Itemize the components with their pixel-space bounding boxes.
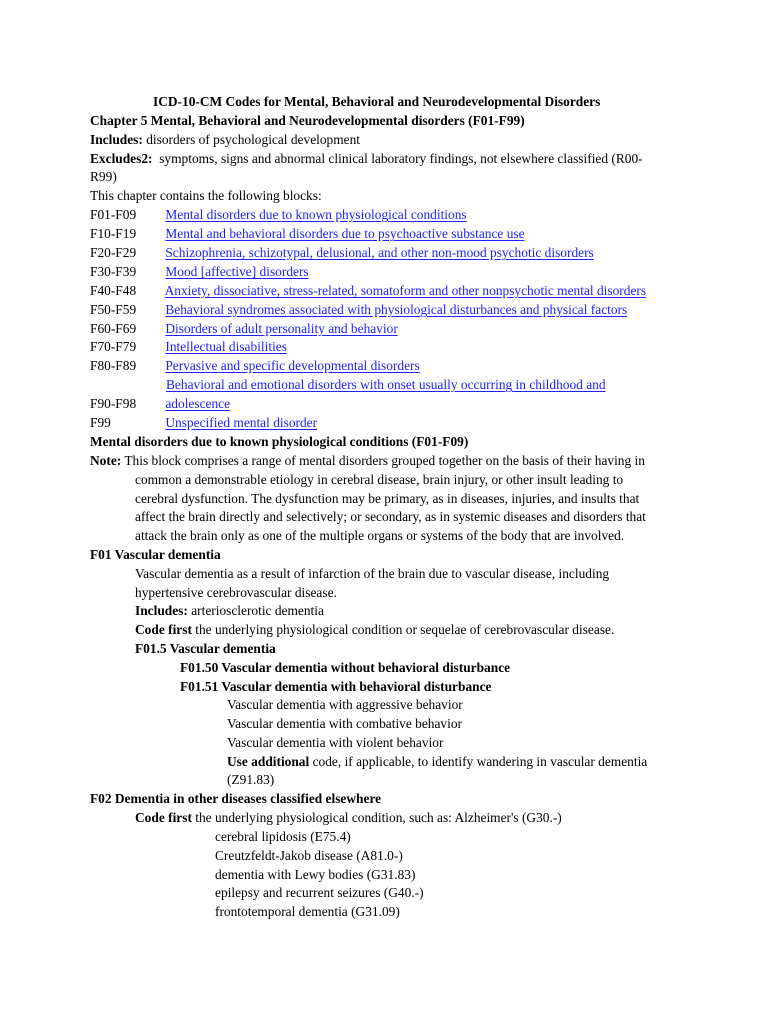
f01-code-first xyxy=(135,620,614,639)
use-additional-line xyxy=(227,752,647,771)
note-text: attack the brain only as one of the multiple organs or systems of the body that are involved. xyxy=(135,528,625,543)
block-code: F90-F98 xyxy=(90,396,137,411)
includes-label: Includes: xyxy=(135,603,188,618)
block-code: F01-F09 xyxy=(90,207,137,222)
f01-desc: Vascular dementia as a result of infarction of the brain due to vascular disease, including xyxy=(135,566,610,581)
block-code: F30-F39 xyxy=(90,264,137,279)
block-code: F70-F79 xyxy=(90,339,137,354)
block-link-cont[interactable]: adolescence xyxy=(165,396,231,411)
code-first-text: the underlying physiological condition or sequelae of cerebrovascular disease. xyxy=(195,622,615,637)
note-text: affect the brain directly and selectively; or secondary, as in systemic diseases and disorders that xyxy=(135,509,646,524)
includes-line xyxy=(90,130,360,149)
block-link[interactable]: Intellectual disabilities xyxy=(165,339,287,354)
f0150-heading: F01.50 Vascular dementia without behavioral disturbance xyxy=(180,660,511,675)
excludes-text: symptoms, signs and abnormal clinical laboratory findings, not elsewhere classified (R00- xyxy=(159,151,643,166)
block-code: F50-F59 xyxy=(90,302,137,317)
block-code: F40-F48 xyxy=(90,283,137,298)
excludes-label: Excludes2: xyxy=(90,151,153,166)
block-link[interactable]: Behavioral syndromes associated with physiological disturbances and physical factors xyxy=(165,302,628,317)
code-first-label: Code first xyxy=(135,810,192,825)
f0151-item: Vascular dementia with aggressive behavior xyxy=(227,697,463,712)
f0151-item: Vascular dementia with combative behavior xyxy=(227,716,462,731)
f01-heading: F01 Vascular dementia xyxy=(90,547,221,562)
includes-text: disorders of psychological development xyxy=(146,132,361,147)
block-row xyxy=(90,394,230,413)
note-text: cerebral dysfunction. The dysfunction may be primary, as in diseases, injuries, and insults that xyxy=(135,491,640,506)
excludes-line xyxy=(90,149,643,168)
block-row xyxy=(90,319,398,338)
block-link[interactable]: Anxiety, dissociative, stress-related, somatoform and other nonpsychotic mental disorders xyxy=(164,283,647,298)
f01-desc: hypertensive cerebrovascular disease. xyxy=(135,585,337,600)
block-code: F99 xyxy=(90,415,111,430)
block-row xyxy=(90,281,646,300)
note-label: Note: xyxy=(90,453,122,468)
block-link[interactable]: Pervasive and specific developmental disorders xyxy=(165,358,420,373)
f02-code-first xyxy=(135,808,562,827)
f02-heading: F02 Dementia in other diseases classified elsewhere xyxy=(90,791,382,806)
block-row xyxy=(90,413,317,432)
block-link-text[interactable]: Behavioral and emotional disorders with onset usually occurring in childhood and xyxy=(166,377,606,392)
block-code: F20-F29 xyxy=(90,245,137,260)
block-row xyxy=(90,300,627,319)
f0151-item: Vascular dementia with violent behavior xyxy=(227,735,444,750)
block-code: F10-F19 xyxy=(90,226,137,241)
block-row xyxy=(90,262,309,281)
block-row xyxy=(90,224,525,243)
block-code: F60-F69 xyxy=(90,321,137,336)
block-link[interactable]: Mental and behavioral disorders due to psychoactive substance use xyxy=(165,226,525,241)
block-link[interactable]: Mood [affective] disorders xyxy=(165,264,309,279)
block-row xyxy=(90,205,467,224)
block-link[interactable]: Unspecified mental disorder xyxy=(165,415,318,430)
code-first-label: Code first xyxy=(135,622,192,637)
block-row xyxy=(90,337,287,356)
f0151-heading: F01.51 Vascular dementia with behavioral disturbance xyxy=(180,679,492,694)
block-row xyxy=(90,243,594,262)
block-link[interactable]: Mental disorders due to known physiological conditions xyxy=(165,207,467,222)
includes-label: Includes: xyxy=(90,132,143,147)
note-line xyxy=(90,451,645,470)
f02-item: epilepsy and recurrent seizures (G40.-) xyxy=(215,885,424,900)
page-title: ICD-10-CM Codes for Mental, Behavioral and Neurodevelopmental Disorders xyxy=(153,94,601,109)
chapter-heading: Chapter 5 Mental, Behavioral and Neurodevelopmental disorders (F01-F99) xyxy=(90,113,525,128)
use-additional-text: code, if applicable, to identify wandering in vascular dementia xyxy=(312,754,648,769)
block-link[interactable] xyxy=(166,375,606,394)
f015-heading: F01.5 Vascular dementia xyxy=(135,641,276,656)
f02-item: dementia with Lewy bodies (G31.83) xyxy=(215,867,416,882)
block-link[interactable]: Disorders of adult personality and behavior xyxy=(165,321,398,336)
excludes-text-cont: R99) xyxy=(90,169,117,184)
f02-item: cerebral lipidosis (E75.4) xyxy=(215,829,351,844)
f02-item: Creutzfeldt-Jakob disease (A81.0-) xyxy=(215,848,403,863)
note-text: common a demonstrable etiology in cerebral disease, brain injury, or other insult leading to xyxy=(135,472,624,487)
block-link[interactable]: Schizophrenia, schizotypal, delusional, and other non-mood psychotic disorders xyxy=(165,245,594,260)
code-first-text: the underlying physiological condition, such as: Alzheimer's (G30.-) xyxy=(195,810,562,825)
use-additional-label: Use additional xyxy=(227,754,310,769)
use-additional-code: (Z91.83) xyxy=(227,772,275,787)
f01-includes xyxy=(135,601,324,620)
blocks-intro: This chapter contains the following blocks: xyxy=(90,188,322,203)
f02-item: frontotemporal dementia (G31.09) xyxy=(215,904,400,919)
note-text: This block comprises a range of mental disorders grouped together on the basis of their having in xyxy=(124,453,645,468)
section-heading: Mental disorders due to known physiological conditions (F01-F09) xyxy=(90,434,469,449)
block-code: F80-F89 xyxy=(90,358,137,373)
includes-text: arteriosclerotic dementia xyxy=(191,603,324,618)
block-row xyxy=(90,356,420,375)
